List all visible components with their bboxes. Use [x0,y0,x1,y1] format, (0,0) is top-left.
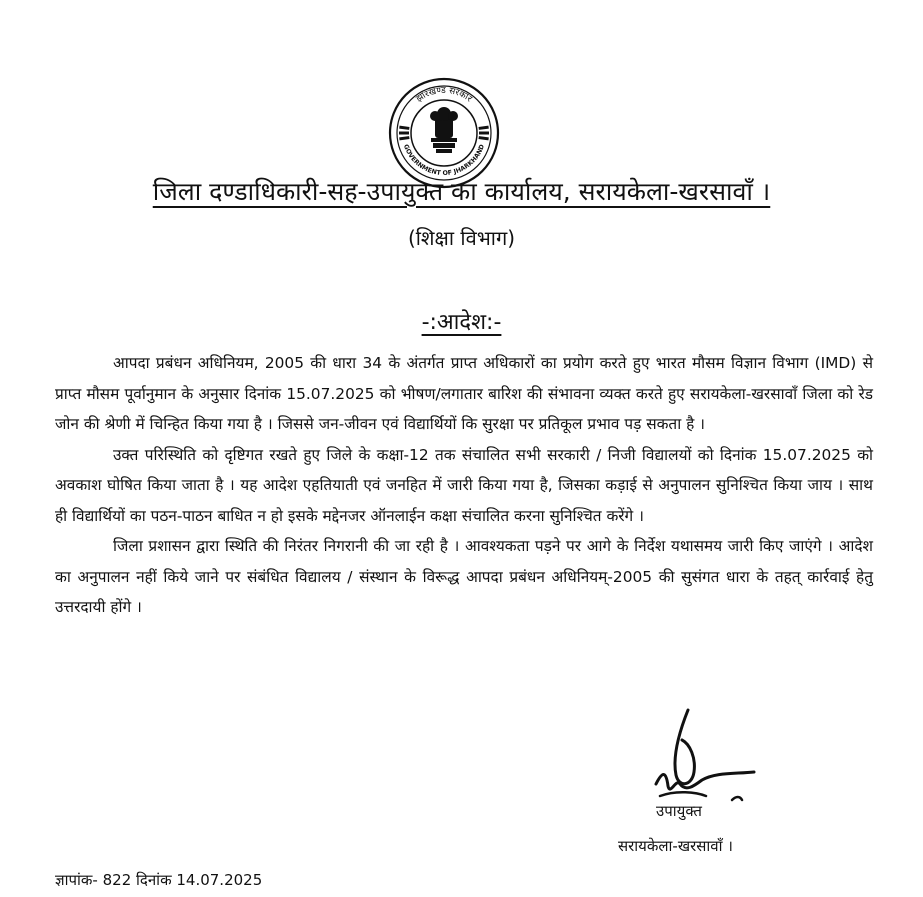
order-paragraph-2: उक्त परिस्थिति को दृष्टिगत रखते हुए जिले के कक्षा-12 तक संचालित सभी सरकारी / निजी विद्यालयों को दिनांक 15.07.2025 को अवकाश घोषित किया जाता है । यह आदेश एहतियाती एवं जनहित में जारी किया गया है, जिसका कड़ाई से अनुपालन सुनिश्चित किया जाय । साथ ही विद्यार्थियों का पठन-पाठन बाधित न हो इसके मद्देनजर ऑनलाईन कक्षा संचालित करना सुनिश्चित करेंगे । [55,445,873,525]
order-paragraph-3: जिला प्रशासन द्वारा स्थिति की निरंतर निगरानी की जा रही है । आवश्यकता पड़ने पर आगे के निर्देश यथासमय जारी किए जाएंगे । आदेश का अनुपालन नहीं किये जाने पर संबंधित विद्यालय / संस्थान के विरूद्ध आपदा प्रबंधन अधिनियम्-2005 की सुसंगत धारा के तहत् कार्रवाई हेतु उत्तरदायी होंगे । [55,537,873,616]
government-seal [387,76,501,190]
signatory-place: सरायकेला-खरसावाँ । [618,837,733,855]
office-title: जिला दण्डाधिकारी-सह-उपायुक्त का कार्यालय, सरायकेला-खरसावाँ । [152,177,771,206]
department-name: (शिक्षा विभाग) [407,226,516,250]
emblem-icon [430,107,458,153]
seal-bottom-text: GOVERNMENT OF JHARKHAND [401,143,487,178]
svg-text:झारखण्ड सरकार [415,86,474,105]
seal-top-text: झारखण्ड सरकार [414,85,474,105]
memo-number: ज्ञापांक- 822 दिनांक 14.07.2025 [55,871,263,889]
order-paragraph-1: आपदा प्रबंधन अधिनियम, 2005 की धारा 34 के अंतर्गत प्राप्त अधिकारों का प्रयोग करते हुए भारत मौसम विज्ञान विभाग (IMD) से प्राप्त मौसम पूर्वानुमान के अनुसार दिनांक 15.07.2025 को भीषण/लगातार बारिश की संभावना व्यक्त करते हुए सरायकेला-खरसावाँ जिला को रेड जोन की श्रेणी में चिन्हित किया गया है । जिससे जन-जीवन एवं विद्यार्थियों कि सुरक्षा पर प्रतिकूल प्रभाव पड़ सकता है । [55,354,873,433]
order-heading: -:आदेश:- [421,310,502,335]
signatory-designation: उपायुक्त [656,802,702,820]
order-body [55,348,873,623]
